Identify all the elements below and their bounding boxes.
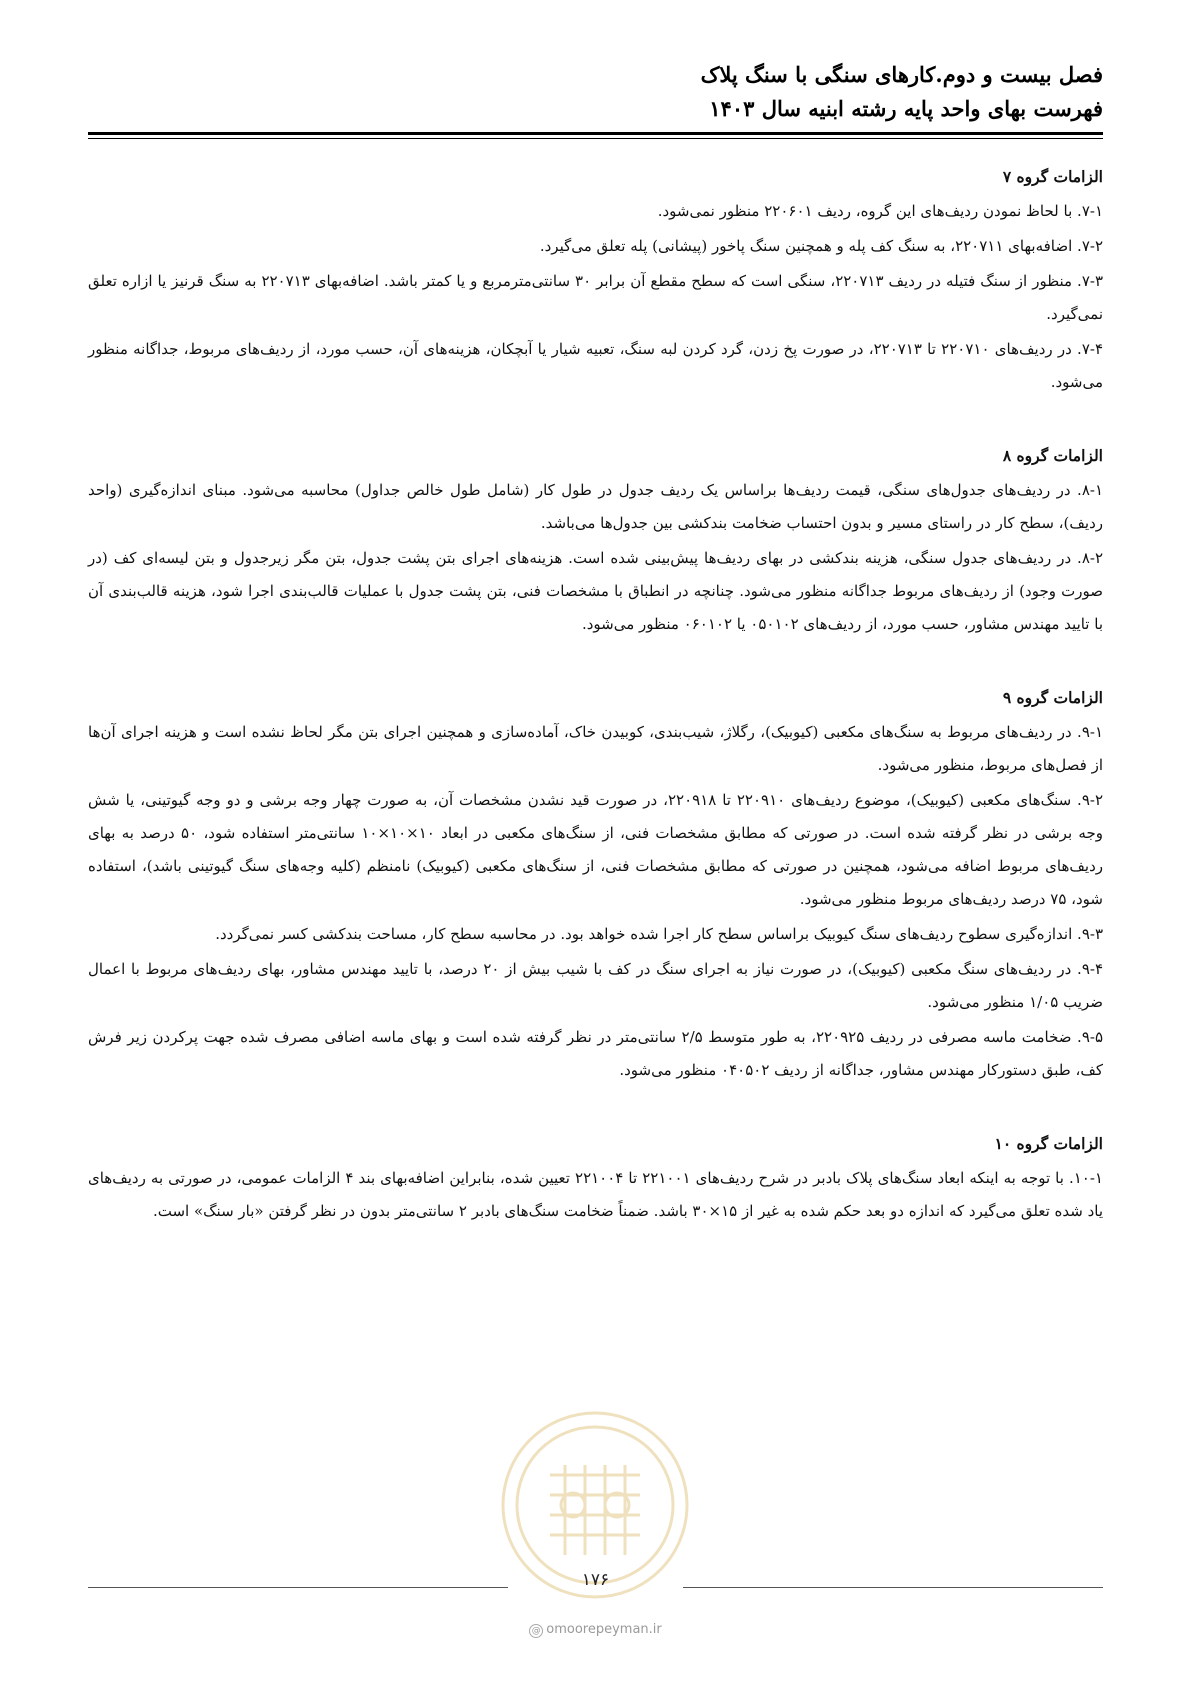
paragraph: ۹-۵. ضخامت ماسه مصرفی در ردیف ۲۲۰۹۲۵، به طور متوسط ۲/۵ سانتی‌متر در نظر گرفته شده است و بهای ماسه اضافی مصرف شده جهت پرکردن زیر فرش کف، طبق دستورکار مهندس مشاور، جداگانه از ردیف ۰۴۰۵۰۲ منظور می‌شود. bbox=[88, 1028, 1103, 1079]
paragraph: ۹-۴. در ردیف‌های سنگ مکعبی (کیوبیک)، در صورت نیاز به اجرای سنگ در کف با شیب بیش از ۲۰ درصد، با تایید مهندس مشاور، بهای ردیف‌های مربوط با اعمال ضریب ۱/۰۵ منظور می‌شود. bbox=[88, 960, 1104, 1011]
section-title: الزامات گروه ۸ bbox=[1002, 446, 1103, 465]
paragraph: ۱۰-۱. با توجه به اینکه ابعاد سنگ‌های پلاک بادبر در شرح ردیف‌های ۲۲۱۰۰۱ تا ۲۲۱۰۰۴ تعیین شده، بنابراین اضافه‌بهای بند ۴ الزامات عمومی، در صورتی به ردیف‌های یاد شده تعلق می‌گیرد که اندازه دو بعد حکم شده به غیر از ۱۵×۳۰ باشد. ضمناً ضخامت سنگ‌های بادبر ۲ سانتی‌متر بدون در نظر گرفتن «بار سنگ» است. bbox=[88, 1169, 1103, 1220]
paragraph: ۷-۲. اضافه‌بهای ۲۲۰۷۱۱، به سنگ کف پله و همچنین سنگ پاخور (پیشانی) پله تعلق می‌گیرد. bbox=[539, 237, 1103, 255]
website-footer bbox=[0, 1622, 1191, 1638]
page-number: ۱۷۶ bbox=[581, 1570, 610, 1590]
section-group-10 bbox=[88, 1127, 1103, 1228]
website-link[interactable]: omoorepeyman.ir bbox=[546, 1622, 662, 1637]
paragraph: ۹-۲. سنگ‌های مکعبی (کیوبیک)، موضوع ردیف‌های ۲۲۰۹۱۰ تا ۲۲۰۹۱۸، در صورت قید نشدن مشخصات آن، به صورت چهار وجه برشی و دو وجه گیوتینی، یا شش وجه برشی در نظر گرفته شده است. در صورتی که مطابق مشخصات فنی، از سنگ‌های مکعبی در ابعاد ۱۰×۱۰×۱۰ سانتی‌متر استفاده شود، ۵۰ درصد به بهای ردیف‌های مربوط اضافه می‌شود، همچنین در صورتی که مطابق مشخصات فنی، از سنگ‌های مکعبی (کیوبیک) نامنظم (کلیه وجه‌های سنگ گیوتینی باشد)، استفاده شود، ۷۵ درصد ردیف‌های مربوط منظور می‌شود. bbox=[88, 791, 1104, 908]
section-title: الزامات گروه ۷ bbox=[1002, 167, 1103, 186]
section-group-8 bbox=[88, 439, 1103, 641]
paragraph: ۷-۳. منظور از سنگ فتیله در ردیف ۲۲۰۷۱۳، سنگی است که سطح مقطع آن برابر ۳۰ سانتی‌مترمربع و یا کمتر باشد. اضافه‌بهای ۲۲۰۷۱۳ به سنگ قرنیز یا ازاره تعلق نمی‌گیرد. bbox=[88, 272, 1104, 323]
chapter-title: فصل بیست و دوم.کارهای سنگی با سنگ پلاک bbox=[700, 62, 1103, 87]
section-group-7 bbox=[88, 160, 1103, 399]
paragraph: ۹-۳. اندازه‌گیری سطوح ردیف‌های سنگ کیوبیک براساس سطح کار اجرا شده خواهد بود. در محاسبه سطح کار، مساحت بندکشی کسر نمی‌گردد. bbox=[215, 925, 1103, 943]
paragraph: ۸-۱. در ردیف‌های جدول‌های سنگی، قیمت ردیف‌ها براساس یک ردیف جدول در طول کار (شامل طول خالص جداول) محاسبه می‌شود. مبنای اندازه‌گیری (واحد ردیف)، سطح کار در راستای مسیر و بدون احتساب ضخامت بندکشی بین جدول‌ها می‌باشد. bbox=[88, 481, 1103, 532]
header-rule-thick bbox=[88, 132, 1103, 135]
section-group-9 bbox=[88, 681, 1103, 1087]
page-header bbox=[88, 58, 1103, 126]
header-rule-thin bbox=[88, 138, 1103, 139]
paragraph: ۷-۴. در ردیف‌های ۲۲۰۷۱۰ تا ۲۲۰۷۱۳، در صورت پخ زدن، گرد کردن لبه سنگ، تعبیه شیار یا آبچکان، هزینه‌های آن، حسب مورد، از ردیف‌های مربوط، جداگانه منظور می‌شود. bbox=[88, 340, 1103, 391]
document-body bbox=[88, 160, 1103, 1268]
section-title: الزامات گروه ۱۰ bbox=[994, 1134, 1103, 1153]
paragraph: ۸-۲. در ردیف‌های جدول سنگی، هزینه بندکشی در بهای ردیف‌ها پیش‌بینی شده است. هزینه‌های اجرای بتن پشت جدول، بتن مگر زیرجدول و بتن لیسه‌ای کف (در صورت وجود) از ردیف‌های مربوط جداگانه منظور می‌شود. چنانچه در انطباق با مشخصات فنی، بتن پشت جدول با عملیات قالب‌بندی اجرا شود، هزینه قالب‌بندی آن با تایید مهندس مشاور، حسب مورد، از ردیف‌های ۰۵۰۱۰۲ یا ۰۶۰۱۰۲ منظور می‌شود. bbox=[88, 549, 1103, 633]
paragraph: ۹-۱. در ردیف‌های مربوط به سنگ‌های مکعبی (کیوبیک)، رگلاژ، شیب‌بندی، کوبیدن خاک، آماده‌سازی و همچنین اجرای بتن مگر لحاظ نشده است و هزینه اجرای آن‌ها از فصل‌های مربوط، منظور می‌شود. bbox=[88, 723, 1103, 774]
price-list-title: فهرست بهای واحد پایه رشته ابنیه سال ۱۴۰۳ bbox=[709, 96, 1103, 121]
section-title: الزامات گروه ۹ bbox=[1002, 688, 1103, 707]
at-icon: @ bbox=[529, 1624, 543, 1638]
paragraph: ۷-۱. با لحاظ نمودن ردیف‌های این گروه، ردیف ۲۲۰۶۰۱ منظور نمی‌شود. bbox=[657, 202, 1103, 220]
